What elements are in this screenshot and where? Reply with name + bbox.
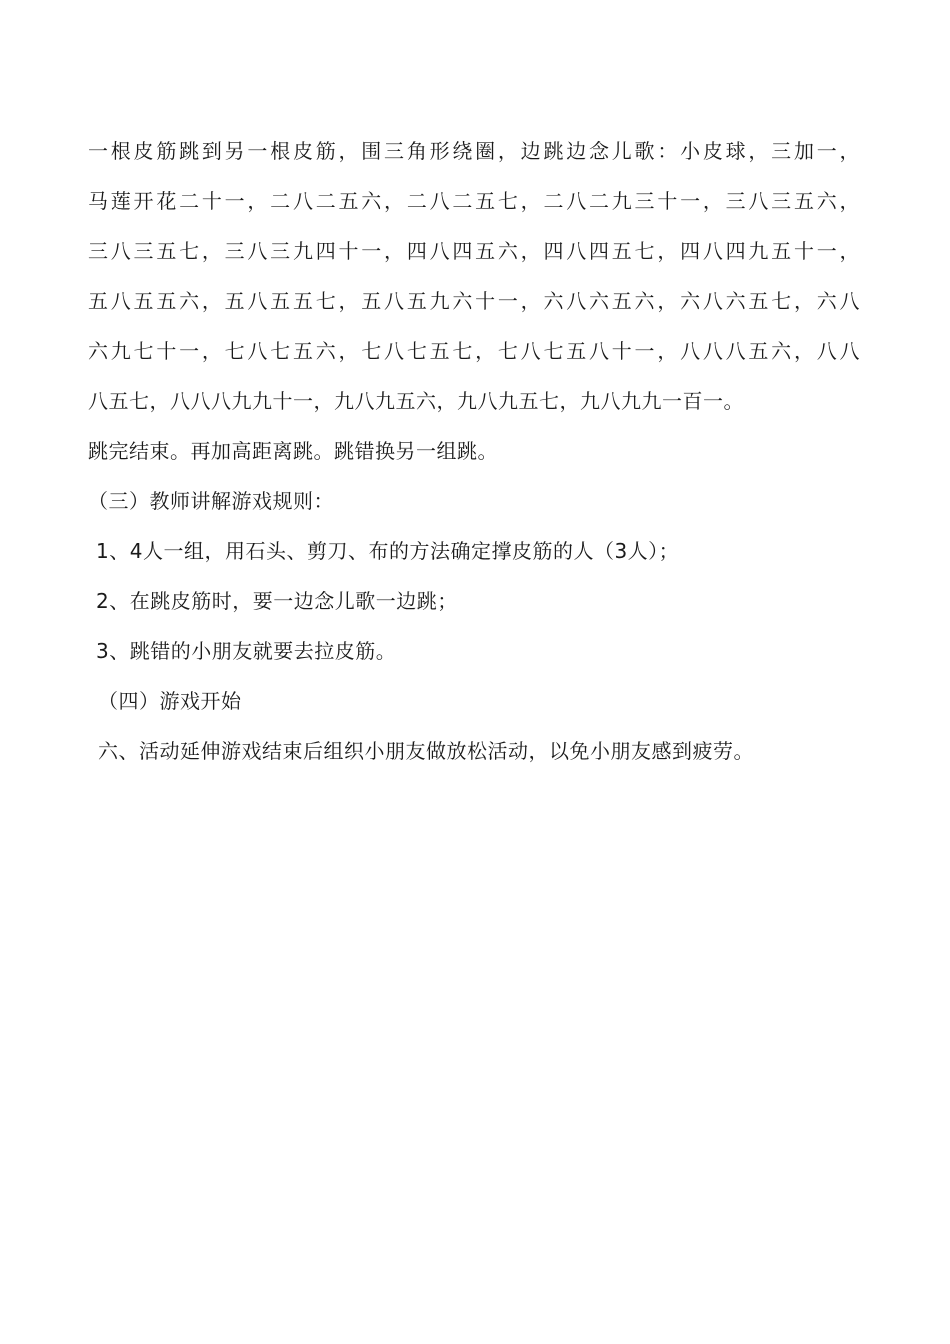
paragraph-line-2: 马莲开花二十一，二八二五六，二八二五七，二八二九三十一，三八三五六， xyxy=(88,189,860,213)
paragraph-line-6: 八五七，八八八九九十一，九八九五六，九八九五七，九八九九一百一。 xyxy=(88,389,744,413)
rule-3: 3、跳错的小朋友就要去拉皮筋。 xyxy=(96,639,397,663)
section-6: 六、活动延伸游戏结束后组织小朋友做放松活动，以免小朋友感到疲劳。 xyxy=(98,739,754,763)
paragraph-2: 跳完结束。再加高距离跳。跳错换另一组跳。 xyxy=(88,439,498,463)
paragraph-line-4: 五八五五六，五八五五七，五八五九六十一，六八六五六，六八六五七，六八 xyxy=(88,289,860,313)
paragraph-line-5: 六九七十一，七八七五六，七八七五七，七八七五八十一，八八八五六，八八 xyxy=(88,339,860,363)
paragraph-line-1: 一根皮筋跳到另一根皮筋，围三角形绕圈，边跳边念儿歌：小皮球，三加一， xyxy=(88,139,860,163)
section-4-title: （四）游戏开始 xyxy=(98,689,242,713)
section-3-title: （三）教师讲解游戏规则： xyxy=(88,489,334,513)
rule-2: 2、在跳皮筋时，要一边念儿歌一边跳； xyxy=(96,589,458,613)
paragraph-line-3: 三八三五七，三八三九四十一，四八四五六，四八四五七，四八四九五十一， xyxy=(88,239,860,263)
rule-1: 1、4人一组，用石头、剪刀、布的方法确定撑皮筋的人（3人）； xyxy=(96,539,680,563)
